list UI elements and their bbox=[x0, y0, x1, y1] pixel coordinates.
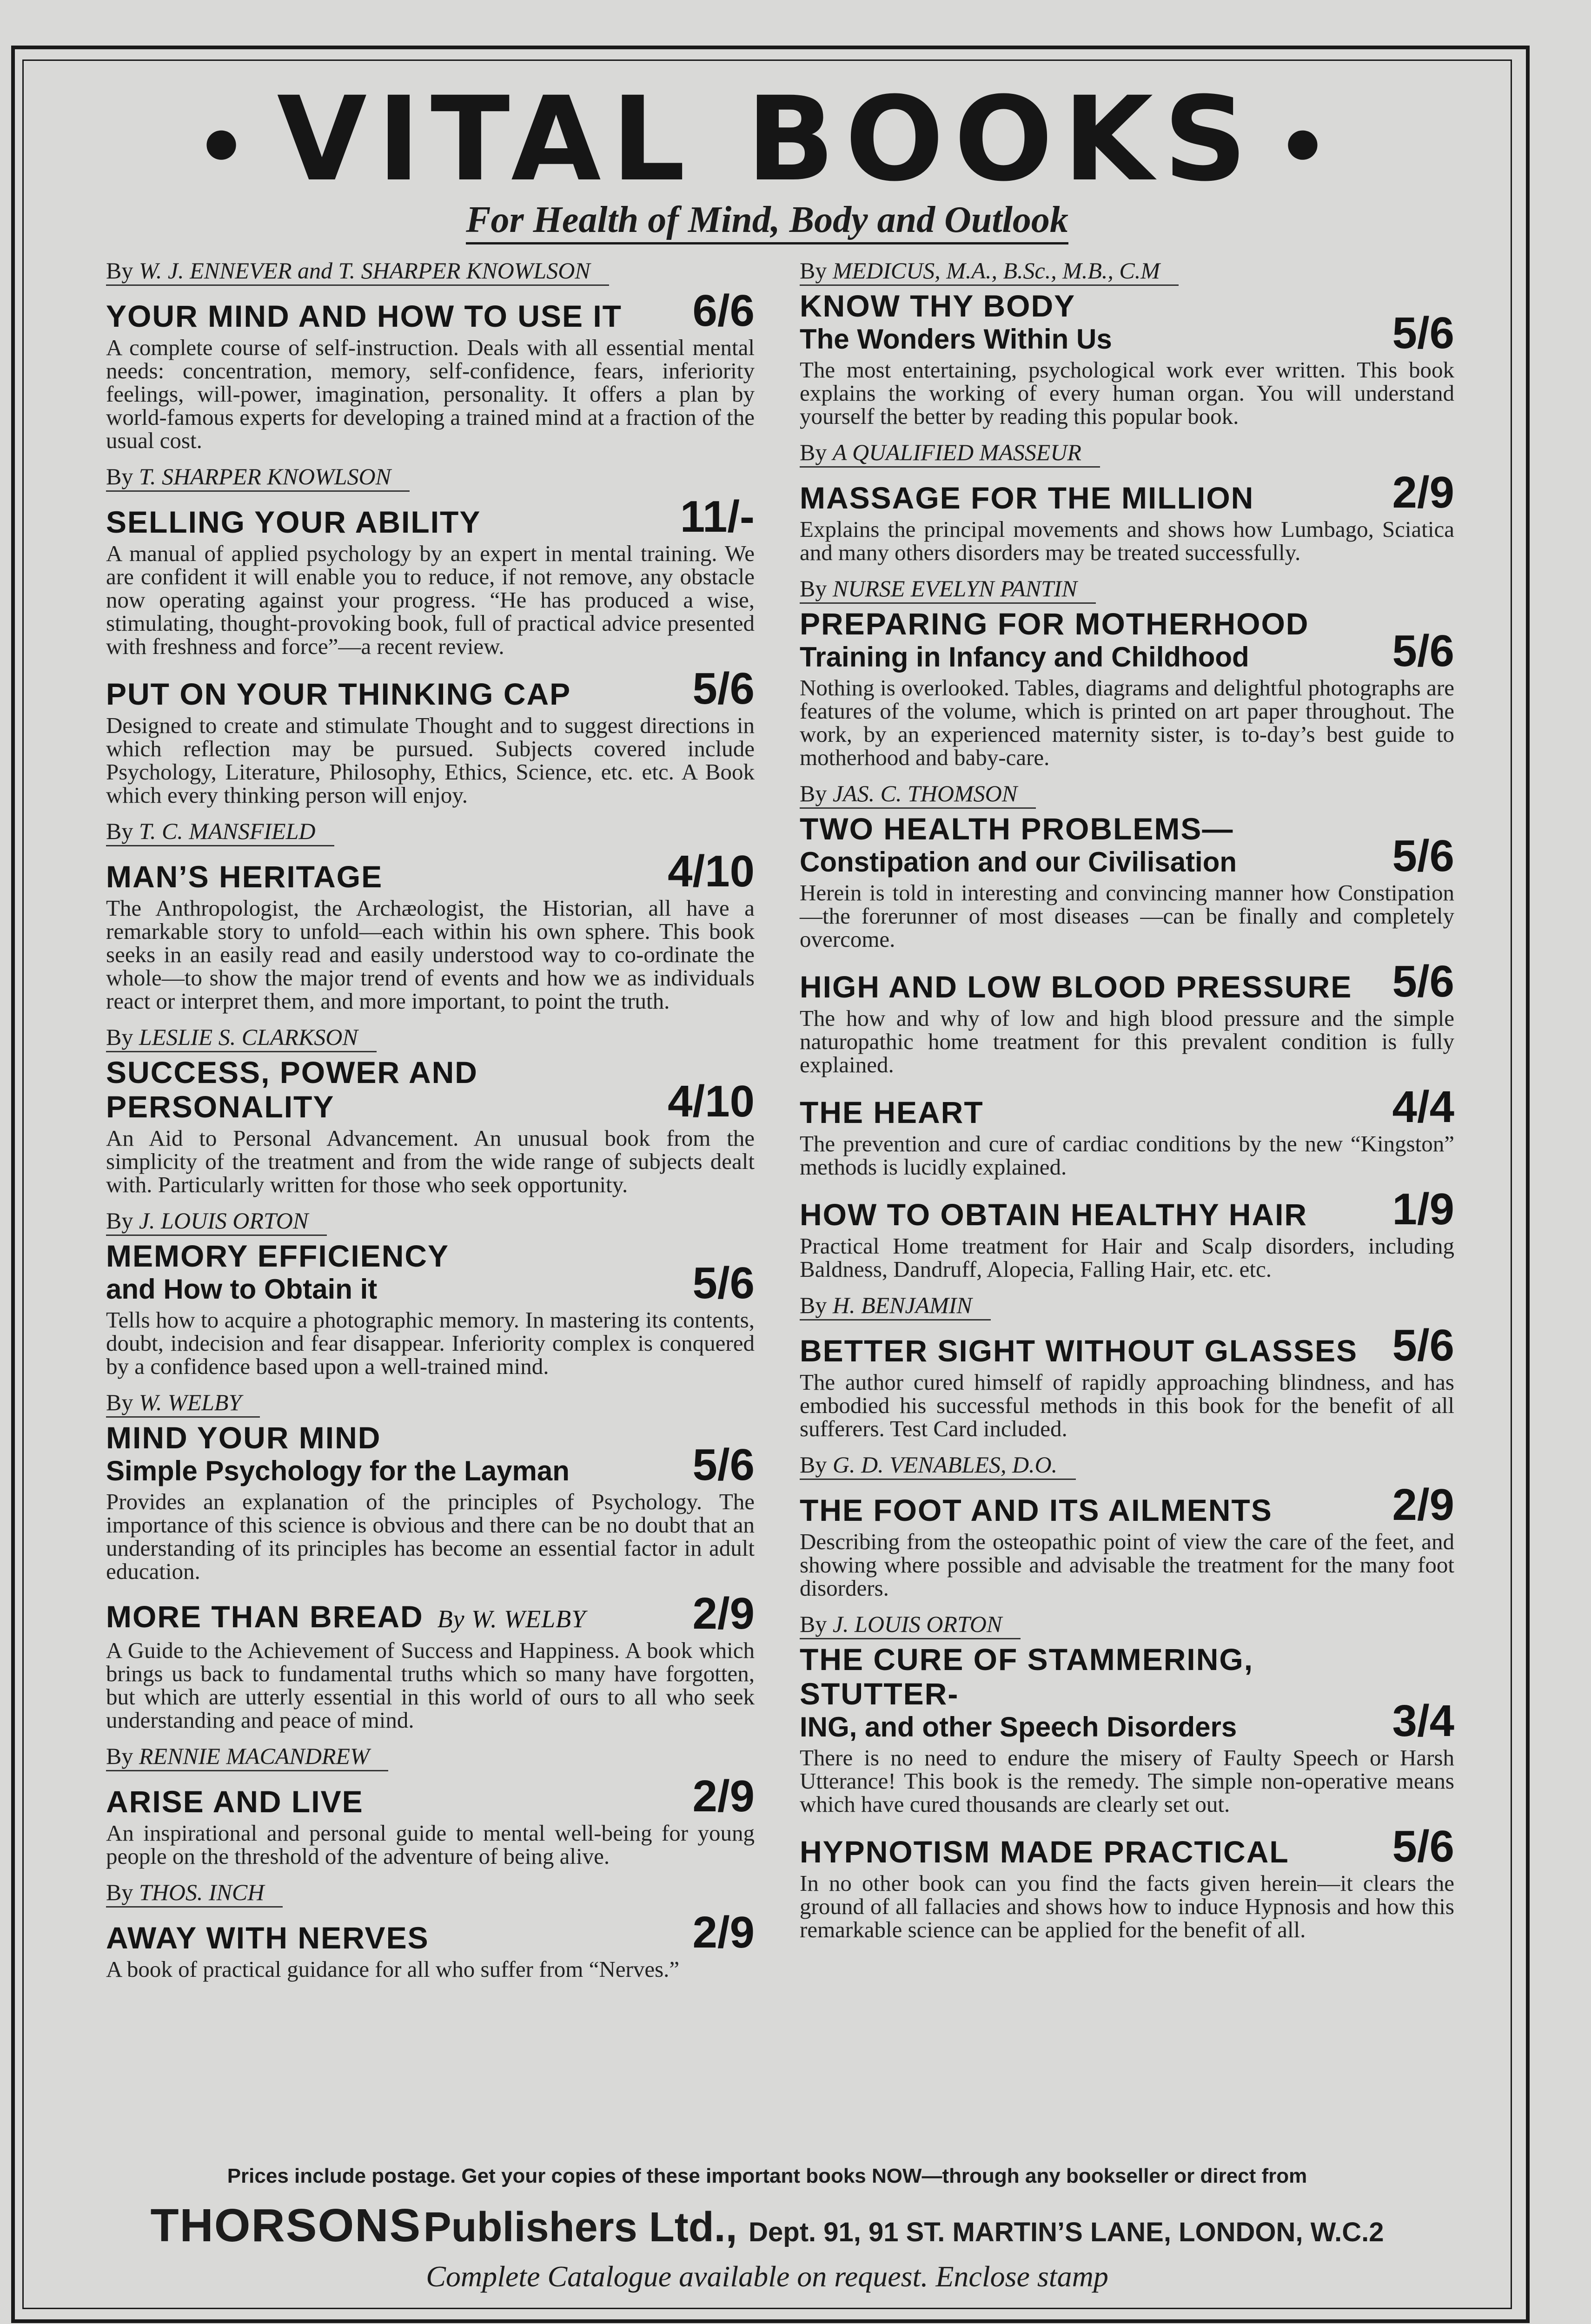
book-description: An inspirational and personal guide to mental well-being for young people on the threshold of the adventure of being alive. bbox=[106, 1820, 755, 1869]
book-description: Explains the principal movements and shows how Lumbago, Sciatica and many others disorders may be treated successfully. bbox=[800, 516, 1454, 565]
book-price: 5/6 bbox=[1392, 957, 1454, 1006]
title-row bbox=[106, 664, 755, 713]
book-price: 4/4 bbox=[1392, 1082, 1454, 1132]
book-title: HOW TO OBTAIN HEALTHY HAIR bbox=[800, 1197, 1308, 1232]
book-entry bbox=[106, 461, 755, 658]
book-entry bbox=[800, 255, 1454, 428]
title-row bbox=[800, 1320, 1454, 1370]
book-description: There is no need to endure the misery of Faulty Speech or Harsh Utterance! This book is the remedy. The simple non-operative means which have cured thousands are clearly set out. bbox=[800, 1745, 1454, 1817]
title-row bbox=[800, 607, 1454, 676]
book-entry bbox=[106, 1205, 755, 1378]
title-row bbox=[800, 959, 1454, 1004]
book-description: Nothing is overlooked. Tables, diagrams and delightful photographs are features of the volume, which is printed on art paper throughout. The work, by an experienced maternity sister, is to-day’s best guide to motherhood and baby-care. bbox=[800, 675, 1454, 770]
book-description: The author cured himself of rapidly approaching blindness, and has embodied his successful methods in this book for the benefit of all sufferers. Test Card included. bbox=[800, 1369, 1454, 1441]
book-subtitle: ING, and other Speech Disorders bbox=[800, 1711, 1237, 1743]
book-title: PUT ON YOUR THINKING CAP bbox=[106, 677, 571, 711]
book-description: Tells how to acquire a photographic memory. In mastering its contents, doubt, indecision and fear disappear. Inferiority complex is conquered by a confidence based upon a well-trained mind. bbox=[106, 1307, 755, 1379]
bullet-right-icon: • bbox=[1276, 99, 1340, 196]
title-byline: By W. WELBY bbox=[437, 1605, 586, 1633]
book-entry bbox=[800, 1184, 1454, 1282]
book-title: THE CURE OF STAMMERING, STUTTER- bbox=[800, 1642, 1254, 1711]
by-label: By bbox=[106, 818, 133, 844]
title-row bbox=[800, 470, 1454, 515]
title-row bbox=[800, 1642, 1454, 1746]
book-description: In no other book can you find the facts given herein—it clears the ground of all fallacies and shows how to induce Hypnosis and how this remarkable science can be applied for the benefit of all. bbox=[800, 1870, 1454, 1942]
book-price: 1/9 bbox=[1392, 1184, 1454, 1234]
prices-note: Prices include postage. Get your copies of these important books NOW—through any bookseller or direct from bbox=[227, 2165, 1307, 2187]
author-name: MEDICUS, M.A., B.Sc., M.B., C.M bbox=[832, 257, 1160, 284]
book-price: 4/10 bbox=[668, 846, 755, 896]
title-row bbox=[800, 1824, 1454, 1869]
book-title: BETTER SIGHT WITHOUT GLASSES bbox=[800, 1334, 1358, 1368]
book-entry bbox=[800, 1608, 1454, 1816]
title-row bbox=[106, 1591, 755, 1636]
catalogue-note: Complete Catalogue available on request. Enclose stamp bbox=[426, 2260, 1108, 2293]
by-label: By bbox=[800, 1452, 827, 1478]
author-name: W. WELBY bbox=[139, 1389, 242, 1415]
book-title: MIND YOUR MIND bbox=[106, 1420, 381, 1455]
book-price: 11/- bbox=[680, 492, 755, 541]
book-price: 5/6 bbox=[692, 664, 755, 713]
book-price: 5/6 bbox=[1392, 831, 1454, 881]
book-entry bbox=[800, 573, 1454, 769]
by-label: By bbox=[800, 575, 827, 601]
by-label: By bbox=[106, 1389, 133, 1415]
book-entry bbox=[800, 1289, 1454, 1440]
author-line bbox=[106, 817, 334, 846]
book-price: 2/9 bbox=[692, 1771, 755, 1821]
author-name: LESLIE S. CLARKSON bbox=[139, 1024, 358, 1050]
by-label: By bbox=[106, 463, 133, 489]
book-entry bbox=[800, 778, 1454, 951]
book-price: 2/9 bbox=[692, 1908, 755, 1957]
book-description: Describing from the osteopathic point of view the care of the feet, and showing where possible and advisable the treatment for the many foot disorders. bbox=[800, 1529, 1454, 1601]
book-price: 3/4 bbox=[1392, 1696, 1454, 1746]
author-line bbox=[800, 1610, 1021, 1639]
author-name: T. SHARPER KNOWLSON bbox=[139, 463, 391, 489]
author-name: J. LOUIS ORTON bbox=[832, 1611, 1002, 1637]
author-name: T. C. MANSFIELD bbox=[139, 818, 316, 844]
book-description: The Anthropologist, the Archæologist, the Historian, all have a remarkable story to unfold—each within his own sphere. This book seeks in an easily read and easily understood way to co-ordinate the whole—to show the major trend of events and how we as individuals react or interpret them, and more important, to point the truth. bbox=[106, 895, 755, 1014]
title-row bbox=[106, 1420, 755, 1490]
author-line bbox=[800, 1291, 991, 1320]
book-title: MEMORY EFFICIENCY bbox=[106, 1239, 450, 1273]
right-column bbox=[800, 255, 1454, 1950]
book-entry bbox=[106, 815, 755, 1013]
author-line bbox=[106, 462, 410, 492]
book-entry bbox=[106, 664, 755, 808]
author-line bbox=[106, 257, 609, 286]
author-line bbox=[106, 1207, 327, 1236]
author-line bbox=[106, 1388, 260, 1418]
title-row bbox=[106, 1771, 755, 1821]
book-entry bbox=[800, 959, 1454, 1076]
by-label: By bbox=[800, 780, 827, 806]
book-title: MORE THAN BREAD By W. WELBY bbox=[106, 1599, 586, 1634]
book-price: 5/6 bbox=[1392, 1822, 1454, 1871]
book-title: MAN’S HERITAGE bbox=[106, 859, 383, 894]
left-column bbox=[106, 255, 755, 1989]
book-description: Practical Home treatment for Hair and Scalp disorders, including Baldness, Dandruff, Alopecia, Falling Hair, etc. etc. bbox=[800, 1233, 1454, 1282]
book-entry bbox=[106, 1021, 755, 1196]
book-description: The most entertaining, psychological work ever written. This book explains the working of every human organ. You will understand yourself the better by reading this popular book. bbox=[800, 357, 1454, 429]
book-description: Designed to create and stimulate Thought and to suggest directions in which reflection may be pursued. Subjects covered include Psychology, Literature, Philosophy, Ethics, Science, etc. etc. A Book which every thinking person will enjoy. bbox=[106, 713, 755, 808]
author-name: NURSE EVELYN PANTIN bbox=[832, 575, 1077, 601]
book-description: A Guide to the Achievement of Success and Happiness. A book which brings us back to fundamental truths which so many have forgotten, but which are utterly essential in this world of ours to all who seek understanding and peace of mind. bbox=[106, 1637, 755, 1733]
book-price: 5/6 bbox=[692, 1258, 755, 1308]
publisher-name: THORSONS bbox=[150, 2199, 422, 2251]
author-line bbox=[800, 1451, 1076, 1480]
author-name: A QUALIFIED MASSEUR bbox=[832, 439, 1081, 465]
book-description: Provides an explanation of the principles of Psychology. The importance of this science is obvious and there can be no doubt that an understanding of its principles has become an essential factor in adult education. bbox=[106, 1489, 755, 1584]
book-entry bbox=[800, 1824, 1454, 1941]
book-entry bbox=[800, 1082, 1454, 1180]
by-label: By bbox=[800, 257, 827, 284]
book-price: 5/6 bbox=[692, 1440, 755, 1490]
publisher-line bbox=[0, 2198, 1534, 2267]
book-title: TWO HEALTH PROBLEMS— bbox=[800, 812, 1234, 846]
publisher-suffix: Publishers Ltd., bbox=[423, 2204, 737, 2251]
book-subtitle: The Wonders Within Us bbox=[800, 324, 1112, 355]
bullet-left-icon: • bbox=[194, 99, 259, 196]
by-label: By bbox=[800, 439, 827, 465]
book-title: MASSAGE FOR THE MILLION bbox=[800, 481, 1254, 515]
book-entry bbox=[800, 1449, 1454, 1600]
title-row bbox=[106, 1239, 755, 1306]
book-price: 6/6 bbox=[692, 286, 755, 336]
book-title: THE HEART bbox=[800, 1095, 984, 1129]
book-price: 2/9 bbox=[1392, 468, 1454, 517]
book-description: The prevention and cure of cardiac conditions by the new “Kingston” methods is lucidly explained. bbox=[800, 1131, 1454, 1180]
book-description: A complete course of self-instruction. Deals with all essential mental needs: concentration, memory, self-confidence, fears, inferiority feelings, will-power, imagination, personality. It offers a plan by world-famous experts for developing a trained mind at a fraction of the usual cost. bbox=[106, 335, 755, 453]
author-name: RENNIE MACANDREW bbox=[139, 1743, 370, 1769]
book-entry bbox=[106, 1740, 755, 1868]
author-line bbox=[106, 1023, 377, 1052]
by-label: By bbox=[106, 1879, 133, 1905]
author-line bbox=[800, 574, 1096, 604]
book-price: 5/6 bbox=[1392, 308, 1454, 358]
book-description: A book of practical guidance for all who suffer from “Nerves.” bbox=[106, 1956, 680, 1982]
author-name: J. LOUIS ORTON bbox=[139, 1208, 309, 1234]
by-label: By bbox=[106, 257, 133, 284]
title-row bbox=[106, 1910, 755, 1955]
book-price: 5/6 bbox=[1392, 626, 1454, 676]
title-row bbox=[800, 1480, 1454, 1530]
book-title: PREPARING FOR MOTHERHOOD bbox=[800, 607, 1309, 641]
subtitle: For Health of Mind, Body and Outlook bbox=[0, 194, 1534, 245]
author-name: W. J. ENNEVER and T. SHARPER KNOWLSON bbox=[139, 257, 590, 284]
author-line bbox=[106, 1742, 388, 1771]
title-row bbox=[800, 1082, 1454, 1132]
author-name: H. BENJAMIN bbox=[832, 1292, 972, 1318]
book-description: An Aid to Personal Advancement. An unusual book from the simplicity of the treatment and from the wide range of subjects dealt with. Particularly written for those who seek opportunity. bbox=[106, 1125, 755, 1197]
publisher-address: Dept. 91, 91 ST. MARTIN’S LANE, LONDON, W.C.2 bbox=[749, 2217, 1384, 2247]
masthead-title: VITAL BOOKS bbox=[277, 72, 1258, 207]
book-title: HYPNOTISM MADE PRACTICAL bbox=[800, 1835, 1289, 1869]
author-name: JAS. C. THOMSON bbox=[832, 780, 1018, 806]
book-title: KNOW THY BODY bbox=[800, 289, 1076, 323]
book-subtitle: Simple Psychology for the Layman bbox=[106, 1455, 570, 1486]
book-price: 4/10 bbox=[668, 1076, 755, 1126]
title-row bbox=[800, 289, 1454, 356]
title-row bbox=[106, 492, 755, 541]
author-line bbox=[800, 438, 1100, 468]
book-title: YOUR MIND AND HOW TO USE IT bbox=[106, 299, 622, 333]
book-subtitle: Constipation and our Civilisation bbox=[800, 846, 1237, 878]
title-row bbox=[800, 812, 1454, 881]
by-label: By bbox=[800, 1611, 827, 1637]
book-description: The how and why of low and high blood pressure and the simple naturopathic home treatment for this prevalent condition is fully explained. bbox=[800, 1005, 1454, 1077]
book-price: 5/6 bbox=[1392, 1320, 1454, 1370]
book-entry bbox=[106, 1876, 755, 1981]
title-row bbox=[106, 1055, 755, 1124]
author-line bbox=[800, 257, 1179, 286]
by-label: By bbox=[106, 1743, 133, 1769]
book-entry bbox=[106, 1591, 755, 1732]
by-label: By bbox=[106, 1208, 133, 1234]
by-label: By bbox=[106, 1024, 133, 1050]
book-description: Herein is told in interesting and convincing manner how Constipation—the forerunner of most diseases —can be finally and completely overcome. bbox=[800, 880, 1454, 952]
author-line bbox=[106, 1878, 283, 1908]
book-title: AWAY WITH NERVES bbox=[106, 1921, 429, 1955]
author-name: G. D. VENABLES, D.O. bbox=[832, 1452, 1058, 1478]
title-row bbox=[106, 846, 755, 896]
book-title: ARISE AND LIVE bbox=[106, 1784, 364, 1819]
book-title: HIGH AND LOW BLOOD PRESSURE bbox=[800, 970, 1352, 1004]
by-label: By bbox=[800, 1292, 827, 1318]
title-row bbox=[106, 286, 755, 336]
title-row bbox=[800, 1184, 1454, 1234]
book-title: SELLING YOUR ABILITY bbox=[106, 505, 481, 539]
author-line bbox=[800, 779, 1036, 809]
book-entry bbox=[106, 1386, 755, 1583]
author-name: THOS. INCH bbox=[139, 1879, 265, 1905]
book-title: SUCCESS, POWER AND PERSONALITY bbox=[106, 1055, 478, 1124]
book-title: THE FOOT AND ITS AILMENTS bbox=[800, 1493, 1273, 1527]
book-entry bbox=[800, 436, 1454, 564]
book-subtitle: and How to Obtain it bbox=[106, 1274, 378, 1305]
book-price: 2/9 bbox=[1392, 1480, 1454, 1530]
book-entry bbox=[106, 255, 755, 452]
book-description: A manual of applied psychology by an expert in mental training. We are confident it will enable you to reduce, if not remove, any obstacle now operating against your progress. “He has produced a wise, stimulating, thought-provoking book, full of practical advice presented with freshness and force”—a recent review. bbox=[106, 541, 755, 659]
book-subtitle: Training in Infancy and Childhood bbox=[800, 641, 1249, 673]
book-price: 2/9 bbox=[692, 1589, 755, 1638]
